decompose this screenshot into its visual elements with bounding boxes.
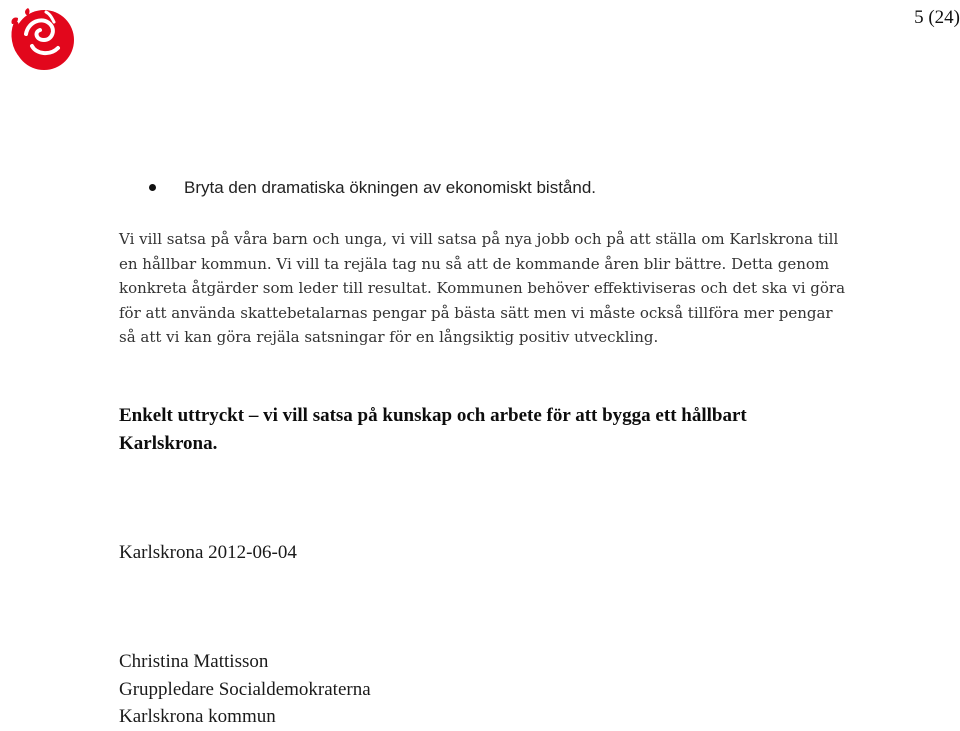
body-paragraph: Vi vill satsa på våra barn och unga, vi vill satsa på nya jobb och på att ställa om Karlskrona till en hållbar kommun. Vi vill ta rejäla tag nu så att de kommande åren blir bättre. Detta genom konkreta åtgärder som leder till resultat. Kommunen behöver effektiviseras och det ska vi göra för att använda skattebetalarnas pengar på bästa sätt men vi måste också tillföra mer pengar så att vi kan göra rejäla satsningar för en långsiktig positiv utveckling.	[119, 230, 846, 347]
bullet-icon	[149, 184, 156, 191]
date-line: Karlskrona 2012-06-04	[119, 542, 297, 563]
summary-statement: Enkelt uttryckt – vi vill satsa på kunskap och arbete för att bygga ett hållbart Karlskrona.	[119, 405, 747, 454]
red-rose-logo-icon	[6, 4, 74, 72]
list-item	[118, 176, 596, 200]
signer-name: Christina Mattisson	[119, 651, 269, 672]
bullet-text: Bryta den dramatiska ökningen av ekonomiskt bistånd.	[184, 178, 597, 197]
signer-title: Gruppledare Socialdemokraterna	[119, 678, 371, 700]
page-number: 5 (24)	[914, 7, 960, 28]
bullet-list	[118, 176, 596, 200]
signature-block	[119, 648, 371, 731]
signer-organization: Karlskrona kommun	[119, 706, 276, 727]
